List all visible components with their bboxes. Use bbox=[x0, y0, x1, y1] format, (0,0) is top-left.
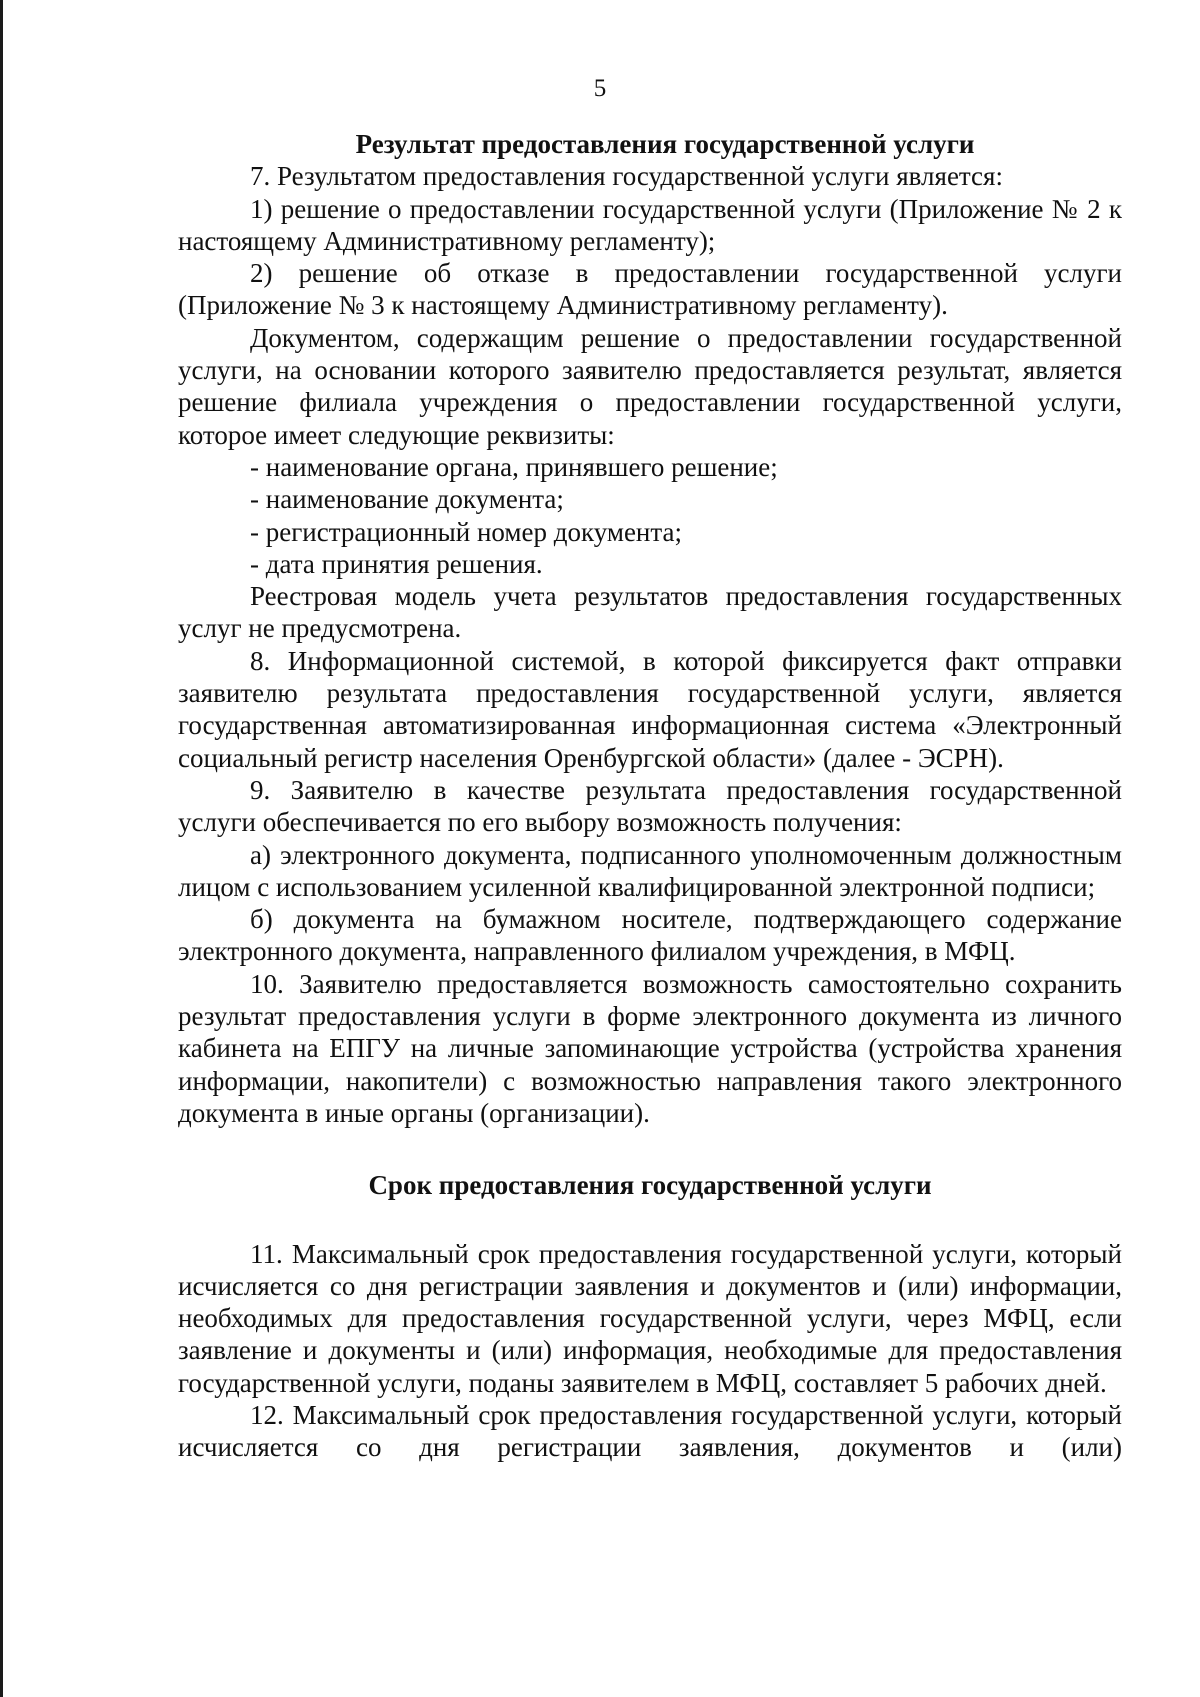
paragraph-9-item-b: б) документа на бумажном носителе, подтверждающего содержание электронного документа, направленного филиалом учреждения, в МФЦ. bbox=[178, 904, 1122, 967]
list-item-organ-name: - наименование органа, принявшего решение; bbox=[250, 451, 778, 482]
paragraph-7-item-2: 2) решение об отказе в предоставлении государственной услуги (Приложение № 3 к настоящему Административному регламенту). bbox=[178, 258, 1122, 321]
paragraph-7: 7. Результатом предоставления государственной услуги является: bbox=[250, 161, 1003, 192]
paragraph-8: 8. Информационной системой, в которой фиксируется факт отправки заявителю результата предоставления государственной услуги, является государственная автоматизированная информационная система «Электронный социальный регистр населения Оренбургской области» (далее - ЭСРН). bbox=[178, 645, 1122, 773]
section-heading-term: Срок предоставления государственной услуги bbox=[368, 1170, 932, 1201]
scan-edge bbox=[0, 0, 3, 1697]
page-number: 5 bbox=[593, 75, 607, 102]
paragraph-12: 12. Максимальный срок предоставления государственной услуги, который исчисляется со дня регистрации заявления, документов и (или) bbox=[178, 1399, 1122, 1463]
paragraph-11: 11. Максимальный срок предоставления государственной услуги, который исчисляется со дня регистрации заявления и документов и (или) информации, необходимых для предоставления государственной услуги, через МФЦ, если заявление и документы и (или) информация, необходимые для предоставления государственной услуги, поданы заявителем в МФЦ, составляет 5 рабочих дней. bbox=[178, 1238, 1122, 1398]
paragraph-9-item-a: а) электронного документа, подписанного уполномоченным должностным лицом с использованием усиленной квалифицированной электронной подписи; bbox=[178, 839, 1122, 902]
list-item-registration-number: - регистрационный номер документа; bbox=[250, 516, 682, 547]
paragraph-9: 9. Заявителю в качестве результата предоставления государственной услуги обеспечивается по его выбору возможность получения: bbox=[178, 774, 1122, 838]
paragraph-registry-model: Реестровая модель учета результатов предоставления государственных услуг не предусмотрена. bbox=[178, 581, 1122, 644]
document-body bbox=[178, 128, 1122, 1464]
section-heading-result: Результат предоставления государственной услуги bbox=[355, 129, 975, 159]
list-item-decision-date: - дата принятия решения. bbox=[250, 548, 543, 579]
paragraph-10: 10. Заявителю предоставляется возможность самостоятельно сохранить результат предоставления услуги в форме электронного документа из личного кабинета на ЕПГУ на личные запоминающие устройства (устройства хранения информации, накопители) с возможностью направления такого электронного документа в иные органы (организации). bbox=[178, 968, 1122, 1128]
paragraph-document-decision: Документом, содержащим решение о предоставлении государственной услуги, на основании которого заявителю предоставляется результат, является решение филиала учреждения о предоставлении государственной услуги, которое имеет следующие реквизиты: bbox=[178, 322, 1122, 450]
paragraph-7-item-1: 1) решение о предоставлении государственной услуги (Приложение № 2 к настоящему Административному регламенту); bbox=[178, 193, 1122, 256]
list-item-document-name: - наименование документа; bbox=[250, 484, 564, 515]
